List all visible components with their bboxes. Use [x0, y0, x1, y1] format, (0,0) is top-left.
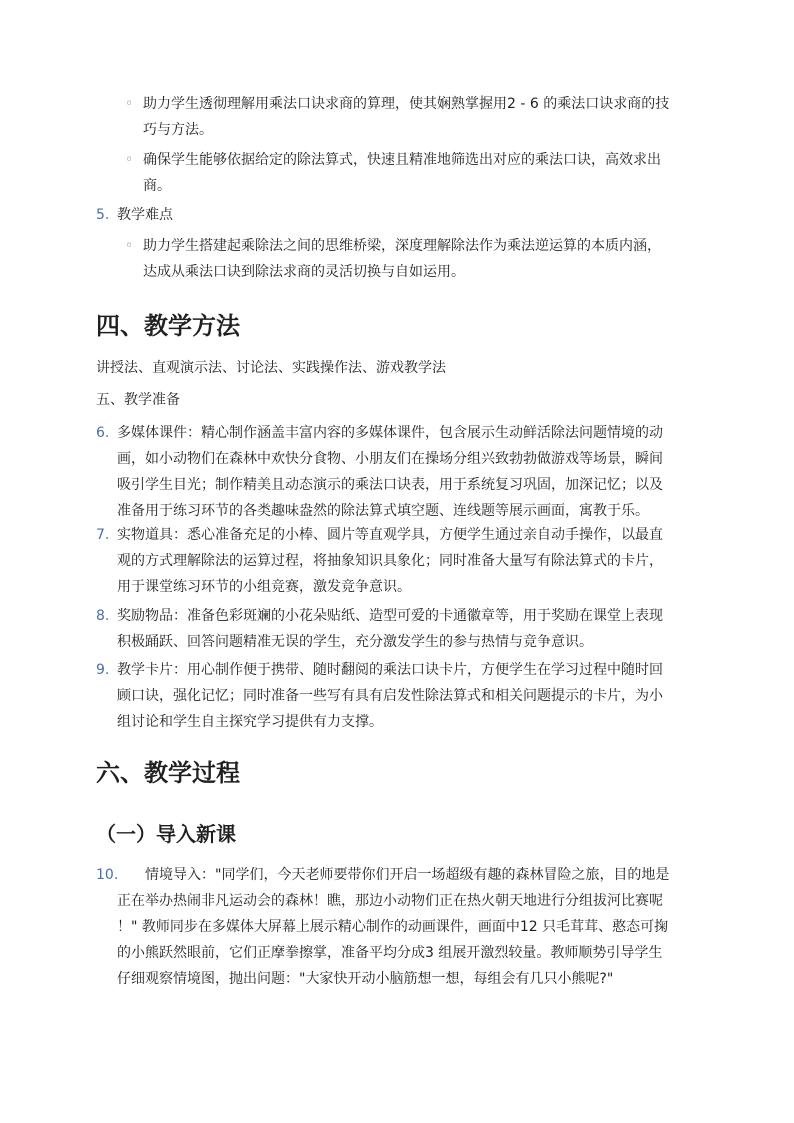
list-item: 实物道具：悉心准备充足的小棒、圆片等直观学具，方便学生通过亲自动手操作，以最直 观的方式理解除法的运算过程，将抽象知识具象化；同时准备大量写有除法算式的卡片， 用于课堂练习环节的小组竞赛，激发竞争意识。	[117, 527, 663, 595]
list-number: 5.	[96, 207, 110, 223]
list-item: 确保学生能够依据给定的除法算式，快速且精准地筛选出对应的乘法口诀，高效求出 商。	[143, 152, 661, 194]
section-item-title: 教学难点	[117, 207, 173, 223]
list-number: 6.	[96, 425, 110, 441]
section-label: 五、教学准备	[96, 392, 180, 408]
list-item: 情境导入："同学们，今天老师要带你们开启一场超级有趣的森林冒险之旅，目的地是 正在举办热闹非凡运动会的森林！瞧，那边小动物们正在热火朝天地进行分组拔河比赛呢 ！" 教师同步在多媒体大屏幕上展示精心制作的动画课件，画面中12 只毛茸茸、憨态可掬 的小熊跃然眼前，它们正摩拳擦掌，准备平均分成3 组展开激烈较量。教师顺势引导学生 仔细观察情境图，抛出问题："大家快开动小脑筋想一想，每组会有几只小熊呢?"	[117, 867, 670, 987]
section-heading: 四、教学方法	[96, 312, 240, 340]
list-number: 9.	[96, 662, 110, 678]
list-item: 教学卡片：用心制作便于携带、随时翻阅的乘法口诀卡片，方便学生在学习过程中随时回 顾口诀，强化记忆；同时准备一些写有具有启发性除法算式和相关问题提示的卡片，为小 组讨论和学生自主探究学习提供有力支撑。	[117, 662, 663, 730]
bullet-marker: ◦	[125, 96, 134, 112]
bullet-marker: ◦	[125, 152, 134, 168]
list-item: 助力学生搭建起乘除法之间的思维桥梁，深度理解除法作为乘法逆运算的本质内涵， 达成从乘法口诀到除法求商的灵活切换与自如运用。	[143, 238, 661, 280]
list-item: 助力学生透彻理解用乘法口诀求商的算理，使其娴熟掌握用2 - 6 的乘法口诀求商的技 巧与方法。	[143, 96, 670, 138]
bullet-marker: ◦	[125, 238, 134, 254]
section-heading: 六、教学过程	[96, 759, 240, 787]
list-number: 10.	[96, 867, 119, 883]
teaching-methods: 讲授法、直观演示法、讨论法、实践操作法、游戏教学法	[96, 360, 446, 376]
list-item: 奖励物品：准备色彩斑斓的小花朵贴纸、造型可爱的卡通徽章等，用于奖励在课堂上表现 积极踊跃、回答问题精准无误的学生，充分激发学生的参与热情与竞争意识。	[117, 608, 663, 650]
list-item: 多媒体课件：精心制作涵盖丰富内容的多媒体课件，包含展示生动鲜活除法问题情境的动 画，如小动物们在森林中欢快分食物、小朋友们在操场分组兴致勃勃做游戏等场景，瞬间 吸引学生目光；制作精美且动态演示的乘法口诀表，用于系统复习巩固，加深记忆；以及 准备用于练习环节的各类趣味盎然的除法算式填空题、连线题等展示画面，寓教于乐。	[117, 425, 663, 519]
list-number: 8.	[96, 608, 110, 624]
list-number: 7.	[96, 527, 110, 543]
subsection-heading: （一）导入新课	[96, 822, 236, 846]
